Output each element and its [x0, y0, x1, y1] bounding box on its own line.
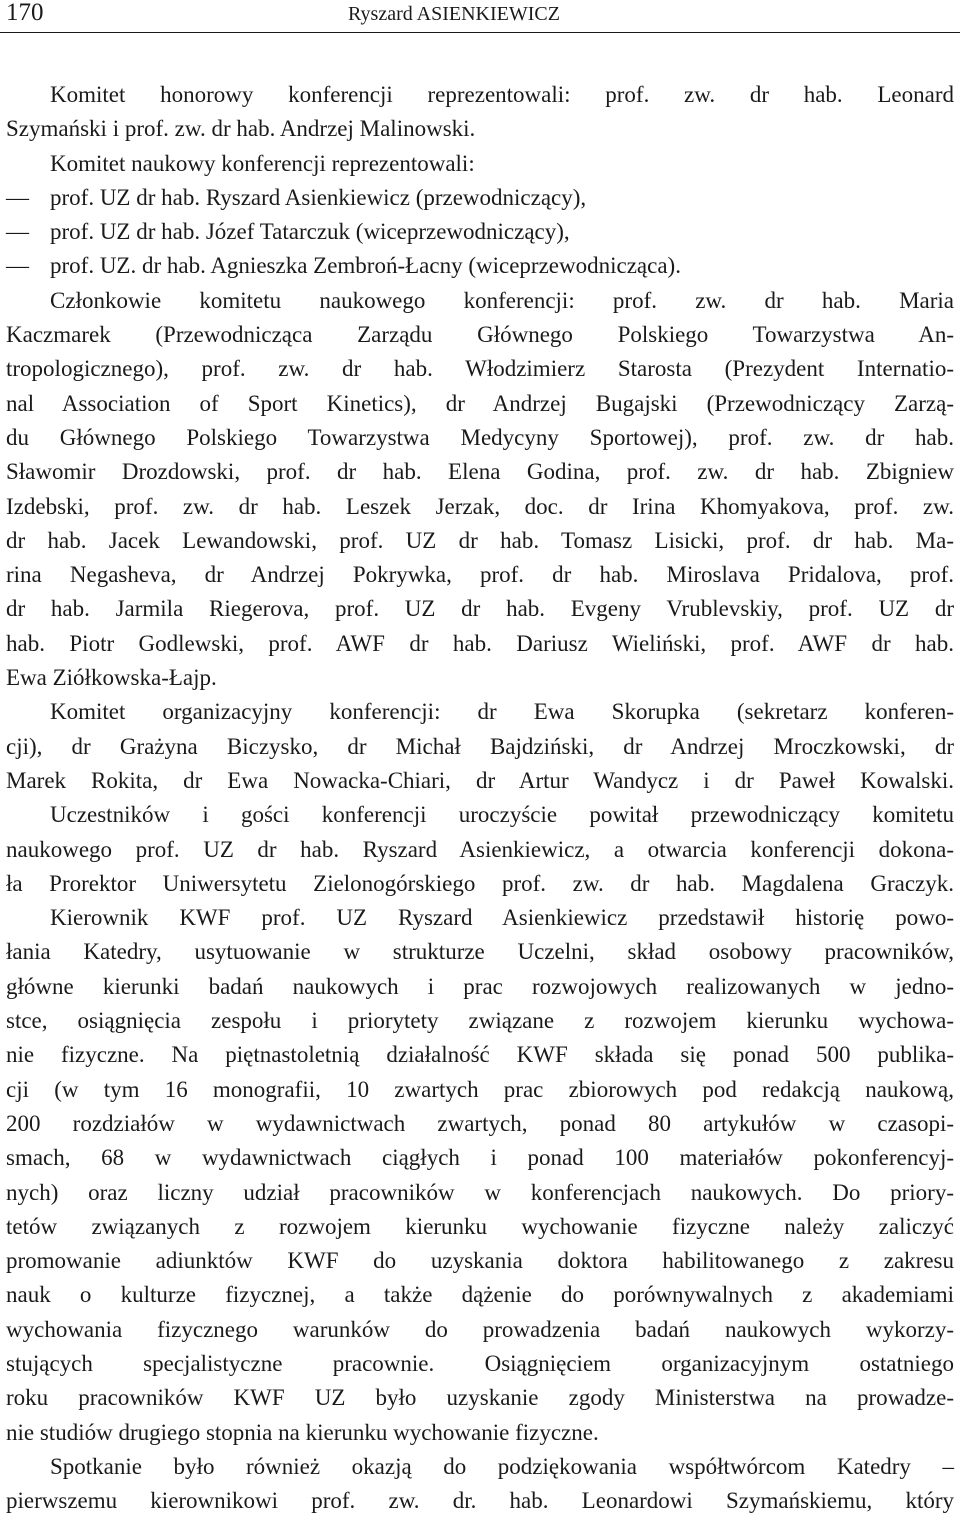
text-line: ła Prorektor Uniwersytetu Zielonogórskiego prof. zw. dr hab. Magdalena Graczyk. — [6, 870, 954, 896]
text-line: Ewa Ziółkowska-Łajp. — [6, 665, 217, 691]
text-line: Izdebski, prof. zw. dr hab. Leszek Jerzak, doc. dr Irina Khomyakova, prof. zw. — [6, 493, 954, 519]
text-line: rina Negasheva, dr Andrzej Pokrywka, prof. dr hab. Miroslava Pridalova, prof. — [6, 562, 954, 588]
text-line: stce, osiągnięcia zespołu i priorytety związane z rozwojem kierunku wychowa- — [6, 1008, 954, 1034]
text-line: hab. Piotr Godlewski, prof. AWF dr hab. Dariusz Wieliński, prof. AWF dr hab. — [6, 630, 954, 656]
text-line: nych) oraz liczny udział pracowników w konferencjach naukowych. Do priory- — [6, 1179, 954, 1205]
text-line: Kierownik KWF prof. UZ Ryszard Asienkiewicz przedstawił historię powo- — [50, 905, 954, 931]
text-line: Szymański i prof. zw. dr hab. Andrzej Malinowski. — [6, 116, 476, 142]
text-line: Kaczmarek (Przewodnicząca Zarządu Głównego Polskiego Towarzystwa An- — [6, 322, 954, 348]
list-item-text: prof. UZ dr hab. Józef Tatarczuk (wiceprzewodniczący), — [50, 219, 570, 245]
text-line: główne kierunki badań naukowych i prac rozwojowych realizowanych w jedno- — [6, 973, 954, 999]
text-line: dr hab. Jarmila Riegerova, prof. UZ dr hab. Evgeny Vrublevskiy, prof. UZ dr — [6, 596, 954, 622]
list-item — [6, 181, 954, 215]
text-line: Członkowie komitetu naukowego konferencji: prof. zw. dr hab. Maria — [50, 287, 954, 313]
text-line: nauk o kulturze fizycznej, a także dążenie do porównywalnych z akademiami — [6, 1282, 954, 1308]
text-line: Marek Rokita, dr Ewa Nowacka-Chiari, dr Artur Wandycz i dr Paweł Kowalski. — [6, 767, 954, 793]
text-line: naukowego prof. UZ dr hab. Ryszard Asienkiewicz, a otwarcia konferencji dokona- — [6, 836, 954, 862]
text-line: nal Association of Sport Kinetics), dr Andrzej Bugajski (Przewodniczący Zarzą- — [6, 390, 954, 416]
list-dash: — — [6, 184, 29, 210]
list-item — [6, 215, 954, 249]
page-header — [0, 0, 960, 33]
text-line: promowanie adiunktów KWF do uzyskania doktora habilitowanego z zakresu — [6, 1248, 954, 1274]
text-line: Komitet naukowy konferencji reprezentowali: — [50, 150, 475, 176]
list-item-text: prof. UZ. dr hab. Agnieszka Zembroń-Łacny (wiceprzewodnicząca). — [50, 253, 681, 279]
text-line: cji (w tym 16 monografii, 10 zwartych prac zbiorowych pod redakcją naukową, — [6, 1076, 954, 1102]
list-dash: — — [6, 219, 29, 245]
text-line: 200 rozdziałów w wydawnictwach zwartych, ponad 80 artykułów w czasopi- — [6, 1110, 954, 1136]
text-line: tropologicznego), prof. zw. dr hab. Włodzimierz Starosta (Prezydent Internatio- — [6, 356, 954, 382]
text-line: du Głównego Polskiego Towarzystwa Medycyny Sportowej), prof. zw. dr hab. — [6, 424, 954, 450]
text-line: łania Katedry, usytuowanie w strukturze Uczelni, skład osobowy pracowników, — [6, 939, 954, 965]
text-line: pierwszemu kierownikowi prof. zw. dr. hab. Leonardowi Szymańskiemu, który — [6, 1488, 954, 1514]
text-line: Sławomir Drozdowski, prof. dr hab. Elena Godina, prof. zw. dr hab. Zbigniew — [6, 459, 954, 485]
text-line: smach, 68 w wydawnictwach ciągłych i ponad 100 materiałów pokonferencyj- — [6, 1145, 954, 1171]
text-line: nie fizyczne. Na piętnastoletnią działalność KWF składa się ponad 500 publika- — [6, 1042, 954, 1068]
text-line: wychowania fizycznego warunków do prowadzenia badań naukowych wykorzy- — [6, 1316, 954, 1342]
text-line: Uczestników i gości konferencji uroczyście powitał przewodniczący komitetu — [50, 802, 954, 828]
body-text — [6, 78, 954, 1518]
text-line: nie studiów drugiego stopnia na kierunku wychowanie fizyczne. — [6, 1419, 599, 1445]
list-item — [6, 249, 954, 283]
running-head: Ryszard ASIENKIEWICZ — [348, 3, 560, 25]
text-line: cji), dr Grażyna Biczysko, dr Michał Bajdziński, dr Andrzej Mroczkowski, dr — [6, 733, 954, 759]
text-line: Komitet honorowy konferencji reprezentowali: prof. zw. dr hab. Leonard — [50, 82, 954, 107]
text-line: tetów związanych z rozwojem kierunku wychowanie fizyczne należy zaliczyć — [6, 1213, 954, 1239]
list-dash: — — [6, 253, 29, 279]
text-line: dr hab. Jacek Lewandowski, prof. UZ dr hab. Tomasz Lisicki, prof. dr hab. Ma- — [6, 527, 954, 553]
list-item-text: prof. UZ dr hab. Ryszard Asienkiewicz (przewodniczący), — [50, 184, 587, 210]
text-line: Komitet organizacyjny konferencji: dr Ewa Skorupka (sekretarz konferen- — [50, 699, 954, 725]
text-line: Spotkanie było również okazją do podziękowania współtwórcom Katedry – — [50, 1453, 954, 1479]
page-number: 170 — [6, 0, 44, 26]
text-line: roku pracowników KWF UZ było uzyskanie zgody Ministerstwa na prowadze- — [6, 1385, 954, 1411]
text-line: stujących specjalistyczne pracownie. Osiągnięciem organizacyjnym ostatniego — [6, 1350, 954, 1376]
